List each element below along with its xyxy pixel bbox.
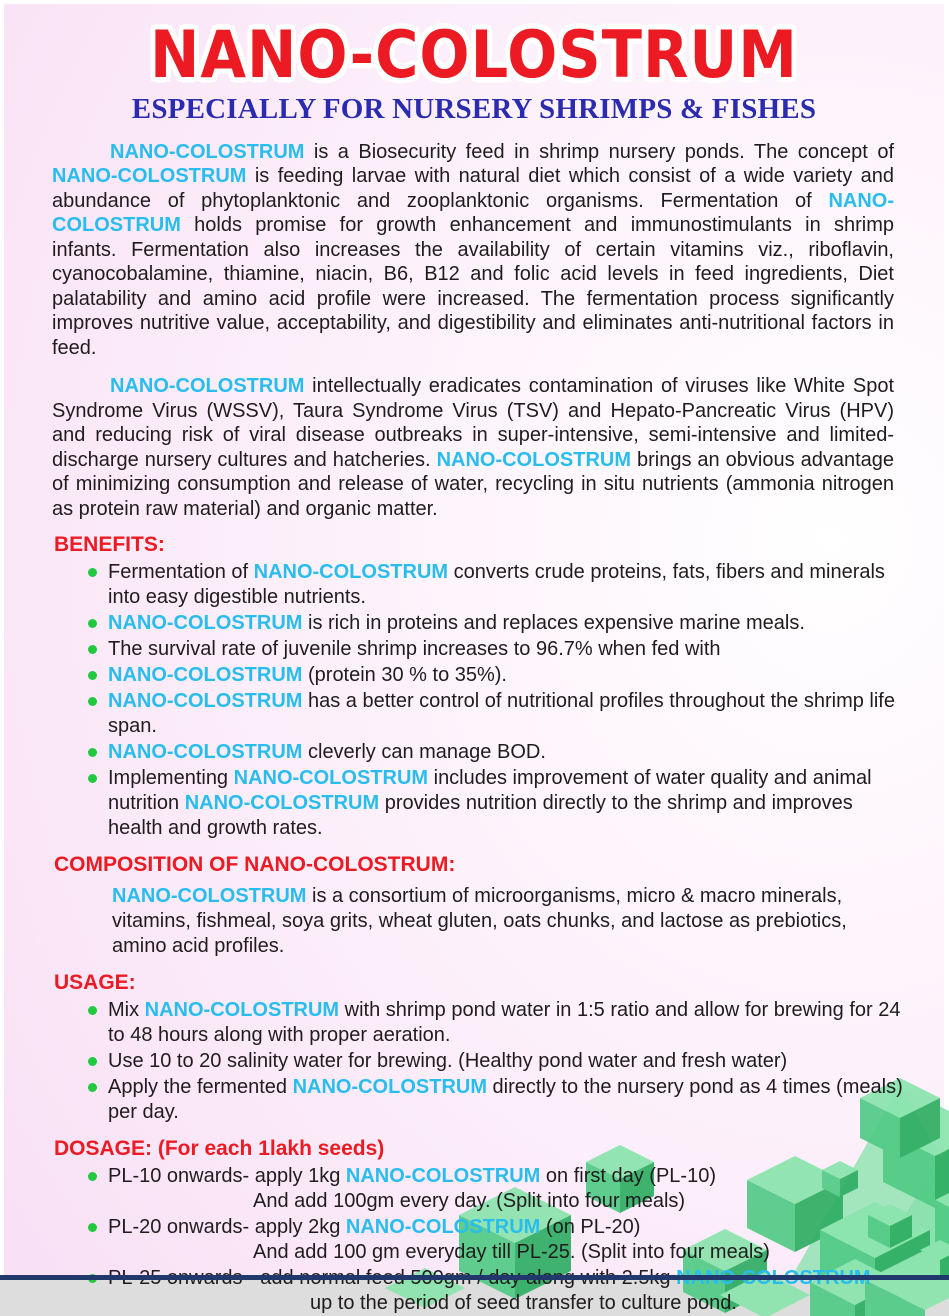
- bullet-dot-icon: [88, 568, 97, 577]
- footer-strip: [0, 1275, 949, 1280]
- bullet-text: [108, 998, 910, 1048]
- list-item: [88, 560, 910, 610]
- text-segment: converts crude proteins, fats, fibers and minerals into easy digestible nutrients.: [108, 561, 885, 609]
- bullet-dot-icon: [88, 1006, 97, 1015]
- text-segment: is feeding larvae with natural diet which consist of a wide variety and abundance of phytoplanktonic and zooplanktonic organisms. Fermentation of: [52, 165, 894, 212]
- text-segment: provides nutrition directly to the shrimp and improves health and growth rates.: [108, 792, 853, 840]
- bullet-text: [108, 1049, 910, 1074]
- list-item: [88, 1266, 910, 1316]
- text-segment: Fermentation of: [108, 561, 254, 584]
- text-segment: is a consortium of microorganisms, micro & macro minerals, vitamins, fishmeal, soya grits, wheat gluten, oats chunks, and lactose as prebiotics, amino acid profiles.: [112, 884, 847, 957]
- bullet-text: [108, 1215, 910, 1265]
- text-segment: with shrimp pond water in 1:5 ratio and allow for brewing for 24 to 48 hours along with proper aeration.: [108, 998, 901, 1046]
- dosage-heading: DOSAGE: (For each 1lakh seeds): [54, 1136, 385, 1160]
- brand-name: NANO-COLOSTRUM: [144, 998, 340, 1021]
- list-item: [88, 998, 910, 1048]
- brand-name: NANO-COLOSTRUM: [292, 1075, 487, 1098]
- text-segment: cleverly can manage BOD.: [302, 741, 546, 764]
- list-item: [88, 611, 910, 636]
- brand-name: NANO-COLOSTRUM: [108, 612, 303, 635]
- composition-paragraph: [112, 884, 904, 959]
- brand-name: NANO-COLOSTRUM: [110, 375, 305, 398]
- brand-name: NANO-COLOSTRUM: [108, 664, 303, 687]
- benefits-list: [4, 560, 910, 841]
- bullet-dot-icon: [88, 748, 97, 757]
- bullet-text: [108, 1075, 910, 1125]
- bullet-dot-icon: [88, 1223, 97, 1232]
- list-item: [88, 689, 910, 739]
- brand-name: NANO-COLOSTRUM: [345, 1164, 541, 1187]
- brand-name: NANO-COLOSTRUM: [112, 884, 307, 907]
- text-segment: Use 10 to 20 salinity water for brewing. (Healthy pond water and fresh water): [108, 1049, 788, 1072]
- list-item: [88, 637, 910, 662]
- text-segment: Implementing: [108, 767, 234, 790]
- bullet-text: [108, 560, 910, 610]
- brand-name: NANO-COLOSTRUM: [52, 189, 894, 237]
- intro-paragraph-1: [52, 140, 894, 361]
- text-segment: And add 100 gm everyday till PL-25. (Split into four meals): [253, 1240, 770, 1263]
- list-item: [88, 1049, 910, 1074]
- intro-paragraph-2: [52, 374, 894, 521]
- brand-name: NANO-COLOSTRUM: [233, 767, 429, 790]
- composition-heading: COMPOSITION OF NANO-COLOSTRUM:: [54, 853, 456, 877]
- text-segment: up to the period of seed transfer to culture pond.: [310, 1291, 737, 1314]
- bullet-dot-icon: [88, 1057, 97, 1066]
- text-segment: holds promise for growth enhancement and immunostimulants in shrimp infants. Fermentation also increases the availability of certain vitamins viz., riboflavin, cyanocobalamine, thiamine, niacin, B6, B12 and folic acid levels in feed ingredients, Diet palatability and amino acid profile were increased. The fermentation process significantly improves nutritive value, acceptability, and digestibility and eliminates anti-nutritional factors in feed.: [52, 214, 894, 359]
- text-segment: is rich in proteins and replaces expensive marine meals.: [302, 612, 805, 635]
- text-segment: PL-10 onwards- apply 1kg: [108, 1164, 346, 1187]
- list-item: [88, 1075, 910, 1125]
- brand-name: NANO-COLOSTRUM: [110, 140, 305, 163]
- text-segment: brings an obvious advantage of minimizing consumption and release of water, recycling in situ nutrients (ammonia nitrogen as protein raw material) and organic matter.: [52, 448, 895, 520]
- bullet-continuation-line: [108, 1291, 910, 1316]
- dosage-list: [4, 1164, 910, 1316]
- bullet-text: [108, 766, 910, 841]
- bullet-dot-icon: [88, 774, 97, 783]
- usage-heading: USAGE:: [54, 970, 136, 994]
- text-segment: And add 100gm every day. (Split into four meals): [253, 1189, 686, 1212]
- bullet-text: [108, 689, 910, 739]
- bullet-continuation-line: [108, 1189, 910, 1214]
- bullet-dot-icon: [88, 619, 97, 628]
- text-segment: has a better control of nutritional profiles throughout the shrimp life span.: [108, 690, 895, 738]
- brand-name: NANO-COLOSTRUM: [253, 561, 449, 584]
- brand-name: NANO-COLOSTRUM: [184, 792, 380, 815]
- text-segment: (on PL-20): [540, 1215, 641, 1238]
- text-segment: intellectually eradicates contamination of viruses like White Spot Syndrome Virus (WSSV), Taura Syndrome Virus (TSV) and Hepato-Pancreatic Virus (HPV) and reducing risk of viral disease outbreaks in super-intensive, semi-intensive and limited-discharge nursery cultures and hatcheries.: [52, 375, 894, 471]
- usage-list: [4, 998, 910, 1125]
- brand-name: NANO-COLOSTRUM: [52, 165, 247, 188]
- list-item: [88, 1215, 910, 1265]
- bullet-dot-icon: [88, 1083, 97, 1092]
- bullet-dot-icon: [88, 671, 97, 680]
- brand-name: NANO-COLOSTRUM: [108, 690, 303, 713]
- brand-name: NANO-COLOSTRUM: [436, 448, 631, 471]
- bullet-text: [108, 637, 910, 662]
- list-item: [88, 1164, 910, 1214]
- flyer-content: [4, 4, 944, 1316]
- header: [4, 4, 944, 126]
- text-segment: Apply the fermented: [108, 1075, 293, 1098]
- bullet-continuation-line: [108, 1240, 910, 1265]
- list-item: [88, 663, 910, 688]
- brand-name: NANO-COLOSTRUM: [108, 741, 303, 764]
- bullet-dot-icon: [88, 1172, 97, 1181]
- brand-name: NANO-COLOSTRUM: [345, 1215, 541, 1238]
- bullet-dot-icon: [88, 697, 97, 706]
- product-subtitle: ESPECIALLY FOR NURSERY SHRIMPS & FISHES: [131, 92, 817, 125]
- benefits-heading: BENEFITS:: [54, 533, 165, 557]
- text-segment: Mix: [108, 998, 145, 1021]
- bullet-dot-icon: [88, 645, 97, 654]
- bullet-text: [108, 740, 910, 765]
- text-segment: (protein 30 % to 35%).: [302, 664, 507, 687]
- text-segment: on first day (PL-10): [540, 1164, 716, 1187]
- flyer-background: [4, 4, 944, 1314]
- text-segment: directly to the nursery pond as 4 times (meals) per day.: [108, 1075, 903, 1123]
- bullet-text: [108, 1266, 910, 1316]
- text-segment: The survival rate of juvenile shrimp increases to 96.7% when fed with: [108, 638, 721, 661]
- text-segment: is a Biosecurity feed in shrimp nursery ponds. The concept of: [304, 140, 894, 163]
- bullet-text: [108, 1164, 910, 1214]
- bullet-text: [108, 611, 910, 636]
- list-item: [88, 766, 910, 841]
- bullet-text: [108, 663, 910, 688]
- text-segment: includes improvement of water quality and animal nutrition: [108, 767, 872, 815]
- product-title: NANO-COLOSTRUM: [149, 16, 799, 93]
- list-item: [88, 740, 910, 765]
- text-segment: PL-20 onwards- apply 2kg: [108, 1215, 346, 1238]
